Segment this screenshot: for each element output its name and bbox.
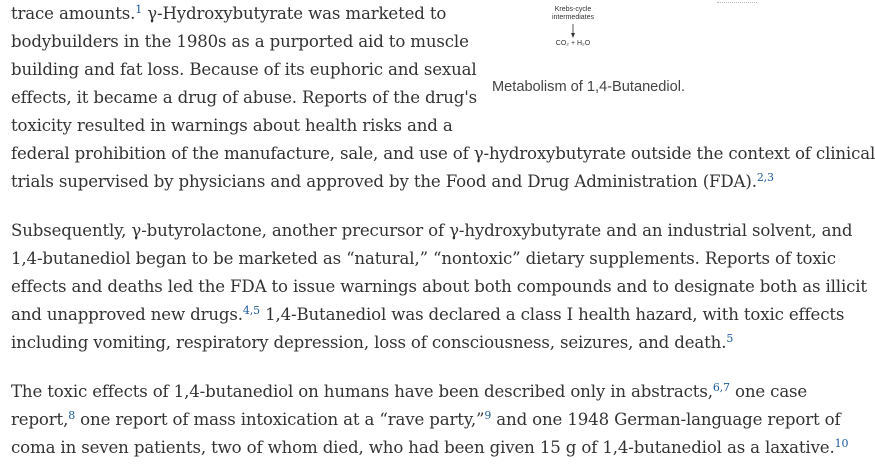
text-run: trials supervised by physicians and approved by the Food and Drug Administration (FDA). bbox=[11, 172, 757, 191]
reference-link[interactable]: 10 bbox=[834, 437, 849, 450]
reference-link[interactable]: 1 bbox=[135, 3, 143, 16]
text-line: building and fat loss. Because of its euphoric and sexual bbox=[11, 60, 477, 79]
reference-link[interactable]: 8 bbox=[68, 409, 76, 422]
reference-link[interactable]: 4,5 bbox=[242, 304, 260, 317]
text-line bbox=[11, 434, 849, 462]
text-line: 1,4-butanediol began to be marketed as “natural,” “nontoxic” dietary supplements. Reports of toxic bbox=[11, 249, 836, 268]
text-line: effects, it became a drug of abuse. Reports of the drug's bbox=[11, 88, 478, 107]
text-line: bodybuilders in the 1980s as a purported aid to muscle bbox=[11, 32, 469, 51]
text-run: trace amounts. bbox=[11, 4, 136, 23]
text-run: The toxic effects of 1,4-butanediol on humans have been described only in abstracts, bbox=[11, 382, 713, 401]
article-body bbox=[11, 0, 875, 462]
text-line bbox=[11, 168, 816, 196]
paragraph-3 bbox=[11, 378, 849, 462]
text-run: 1,4-Butanediol was declared a class I health hazard, with toxic effects bbox=[259, 305, 845, 324]
text-run: one case bbox=[729, 382, 808, 401]
paragraph-2 bbox=[11, 217, 867, 357]
text-run: including vomiting, respiratory depression, loss of consciousness, seizures, and death. bbox=[11, 333, 727, 352]
paragraph-gap bbox=[11, 357, 816, 378]
reference-link[interactable]: 2,3 bbox=[756, 171, 774, 184]
text-line: federal prohibition of the manufacture, sale, and use of γ-hydroxybutyrate outside the context of clinical bbox=[11, 144, 875, 163]
diagram-label-products: CO₂ + H₂O bbox=[555, 40, 591, 47]
text-line: toxicity resulted in warnings about health risks and a bbox=[11, 116, 453, 135]
reference-link[interactable]: 6,7 bbox=[712, 381, 730, 394]
paragraph-gap bbox=[11, 196, 816, 217]
figure-caption: Metabolism of 1,4-Butanediol. bbox=[492, 79, 686, 95]
reference-link[interactable]: 9 bbox=[484, 409, 492, 422]
text-line: Subsequently, γ-butyrolactone, another precursor of γ-hydroxybutyrate and an industrial solvent, and bbox=[11, 221, 853, 240]
text-line bbox=[11, 378, 816, 406]
text-run: γ-Hydroxybutyrate was marketed to bbox=[142, 4, 447, 23]
text-line bbox=[11, 406, 841, 434]
text-line bbox=[11, 329, 816, 357]
text-line: effects and deaths led the FDA to issue warnings about both compounds and to designate both as illicit bbox=[11, 277, 867, 296]
text-line bbox=[11, 301, 845, 329]
text-run: and unapproved new drugs. bbox=[11, 305, 243, 324]
text-run: one report of mass intoxication at a “rave party,” bbox=[75, 410, 485, 429]
text-run: coma in seven patients, two of whom died, who had been given 15 g of 1,4-butanediol as a laxative. bbox=[11, 438, 835, 457]
text-run: report, bbox=[11, 410, 69, 429]
reference-link[interactable]: 5 bbox=[726, 332, 734, 345]
paragraph-1 bbox=[11, 0, 875, 196]
text-run: and one 1948 German-language report of bbox=[491, 410, 841, 429]
text-line bbox=[11, 0, 816, 28]
diagram-label-krebs: Krebs-cycle intermediates bbox=[551, 6, 595, 21]
